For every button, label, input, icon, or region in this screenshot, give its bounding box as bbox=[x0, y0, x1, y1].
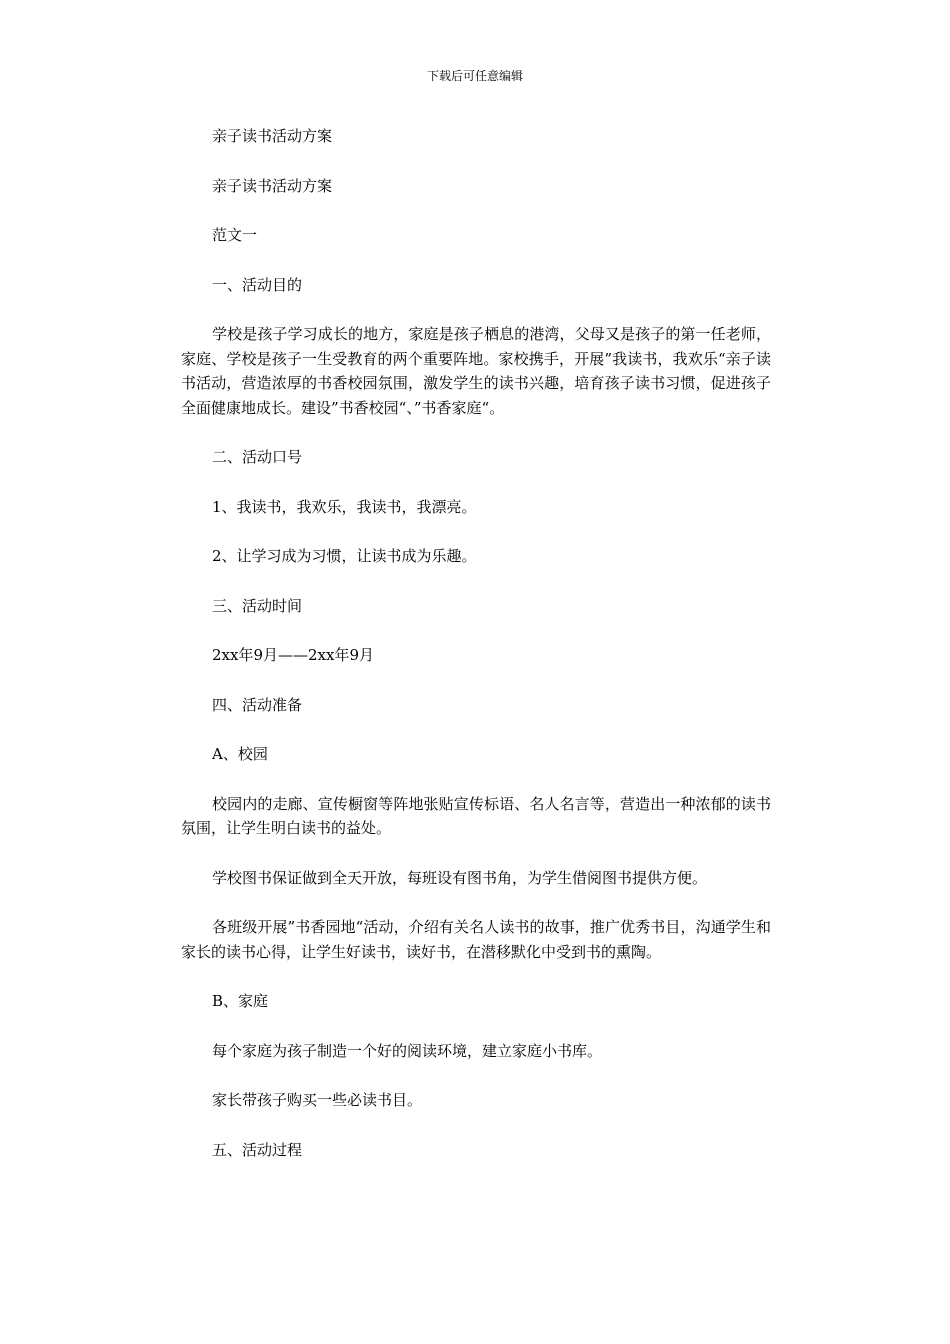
slogan-item-1: 1、我读书，我欢乐，我读书，我漂亮。 bbox=[212, 497, 477, 516]
page-header-note: 下载后可任意编辑 bbox=[426, 69, 523, 83]
subheading-family: B、家庭 bbox=[212, 992, 269, 1010]
section-heading-process: 五、活动过程 bbox=[212, 1140, 303, 1159]
paragraph-campus-2: 学校图书保证做到全天开放，每班设有图书角，为学生借阅图书提供方便。 bbox=[212, 868, 708, 887]
sample-label: 范文一 bbox=[212, 226, 258, 244]
section-heading-preparation: 四、活动准备 bbox=[212, 695, 303, 714]
paragraph-campus-3: 各班级开展”书香园地“活动，介绍有关名人读书的故事，推广优秀书目，沟通学生和家长的读书心得，让学生好读书，读好书，在潜移默化中受到书的熏陶。 bbox=[181, 918, 771, 961]
paragraph-purpose: 学校是孩子学习成长的地方，家庭是孩子栖息的港湾，父母又是孩子的第一任老师，家庭、学校是孩子一生受教育的两个重要阵地。家校携手，开展”我读书，我欢乐“亲子读书活动，营造浓厚的书香校园氛围，激发学生的读书兴趣，培育孩子读书习惯，促进孩子全面健康地成长。建设”书香校园“、”书香家庭“。 bbox=[181, 325, 771, 417]
slogan-item-2: 2、让学习成为习惯，让读书成为乐趣。 bbox=[212, 547, 477, 565]
paragraph-family-2: 家长带孩子购买一些必读书目。 bbox=[212, 1091, 423, 1109]
section-heading-purpose: 一、活动目的 bbox=[212, 275, 303, 294]
paragraph-time: 2xx年9月——2xx年9月 bbox=[212, 646, 375, 664]
document-body bbox=[181, 124, 771, 1187]
document-title: 亲子读书活动方案 bbox=[212, 127, 333, 145]
section-heading-slogan: 二、活动口号 bbox=[212, 448, 303, 466]
paragraph-campus-1: 校园内的走廊、宣传橱窗等阵地张贴宣传标语、名人名言等，营造出一种浓郁的读书氛围，让学生明白读书的益处。 bbox=[181, 794, 771, 837]
section-heading-time: 三、活动时间 bbox=[212, 596, 303, 615]
document-subtitle: 亲子读书活动方案 bbox=[212, 176, 333, 195]
paragraph-family-1: 每个家庭为孩子制造一个好的阅读环境，建立家庭小书库。 bbox=[212, 1041, 603, 1060]
subheading-campus: A、校园 bbox=[212, 745, 268, 763]
